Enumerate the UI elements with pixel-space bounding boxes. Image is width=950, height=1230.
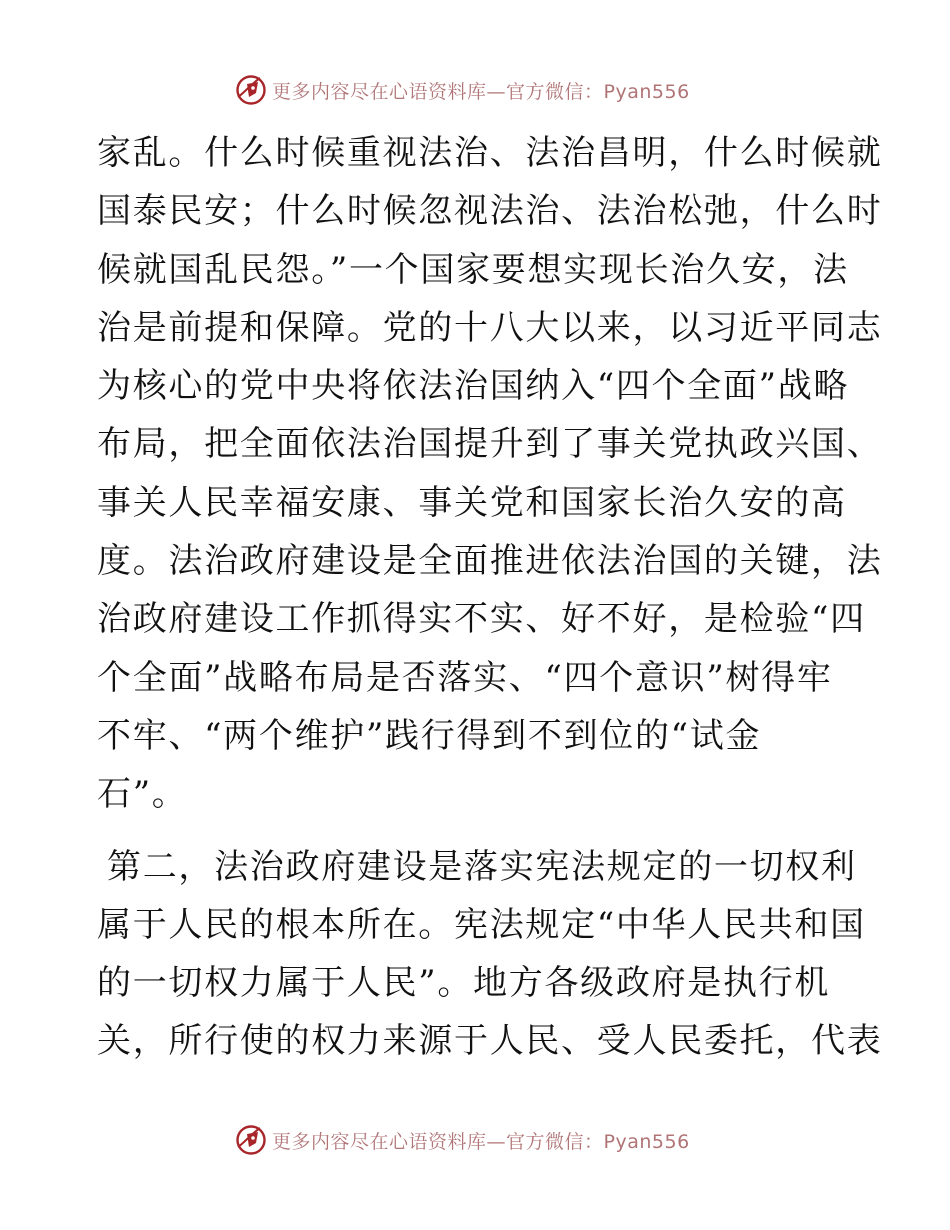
text-line: 不牢、“两个维护”践行得到不到位的“试金 bbox=[97, 715, 762, 756]
text-line: 国泰民安；什么时候忽视法治、法治松弛，什么时 bbox=[97, 191, 883, 232]
text-line: 治政府建设工作抓得实不实、好不好，是检验“四 bbox=[97, 599, 866, 640]
paragraph-2 bbox=[97, 838, 883, 1071]
text-line: 候就国乱民怨。”一个国家要想实现长治久安，法 bbox=[97, 249, 849, 290]
paragraph-spacer bbox=[97, 824, 857, 838]
header-watermark bbox=[0, 70, 950, 110]
text-line: 石”。 bbox=[97, 774, 188, 815]
text-line: 第二，法治政府建设是落实宪法规定的一切权利 bbox=[107, 846, 857, 887]
text-line: 关，所行使的权力来源于人民、受人民委托，代表 bbox=[97, 1021, 883, 1062]
text-line: 个全面”战略布局是否落实、“四个意识”树得牢 bbox=[97, 657, 833, 698]
text-line: 为核心的党中央将依法治国纳入“四个全面”战略 bbox=[97, 366, 850, 407]
watermark-wechat-id: Pyan556 bbox=[603, 80, 690, 103]
text-line: 的一切权力属于人民”。地方各级政府是执行机 bbox=[97, 963, 831, 1004]
text-line: 治是前提和保障。党的十八大以来，以习近平同志 bbox=[97, 307, 883, 348]
text-line: 属于人民的根本所在。宪法规定“中华人民共和国 bbox=[97, 904, 866, 945]
watermark-text bbox=[272, 1127, 690, 1154]
watermark-wechat-id: Pyan556 bbox=[603, 1130, 690, 1153]
footer-watermark bbox=[0, 1120, 950, 1160]
text-line: 布局，把全面依法治国提升到了事关党执政兴国、 bbox=[97, 424, 883, 465]
text-line: 事关人民幸福安康、事关党和国家长治久安的高 bbox=[97, 482, 847, 523]
text-line: 家乱。什么时候重视法治、法治昌明，什么时候就 bbox=[97, 133, 883, 173]
watermark-site-text: 更多内容尽在心语资料库—官方微信： bbox=[272, 80, 604, 103]
watermark-text bbox=[272, 77, 690, 104]
paragraph-1 bbox=[97, 124, 883, 824]
watermark-site-text: 更多内容尽在心语资料库—官方微信： bbox=[272, 1130, 604, 1153]
body-text bbox=[97, 124, 883, 1071]
text-line: 度。法治政府建设是全面推进依法治国的关键，法 bbox=[97, 541, 883, 582]
pen-nib-logo-icon bbox=[234, 73, 268, 107]
pen-nib-logo-icon bbox=[234, 1123, 268, 1157]
